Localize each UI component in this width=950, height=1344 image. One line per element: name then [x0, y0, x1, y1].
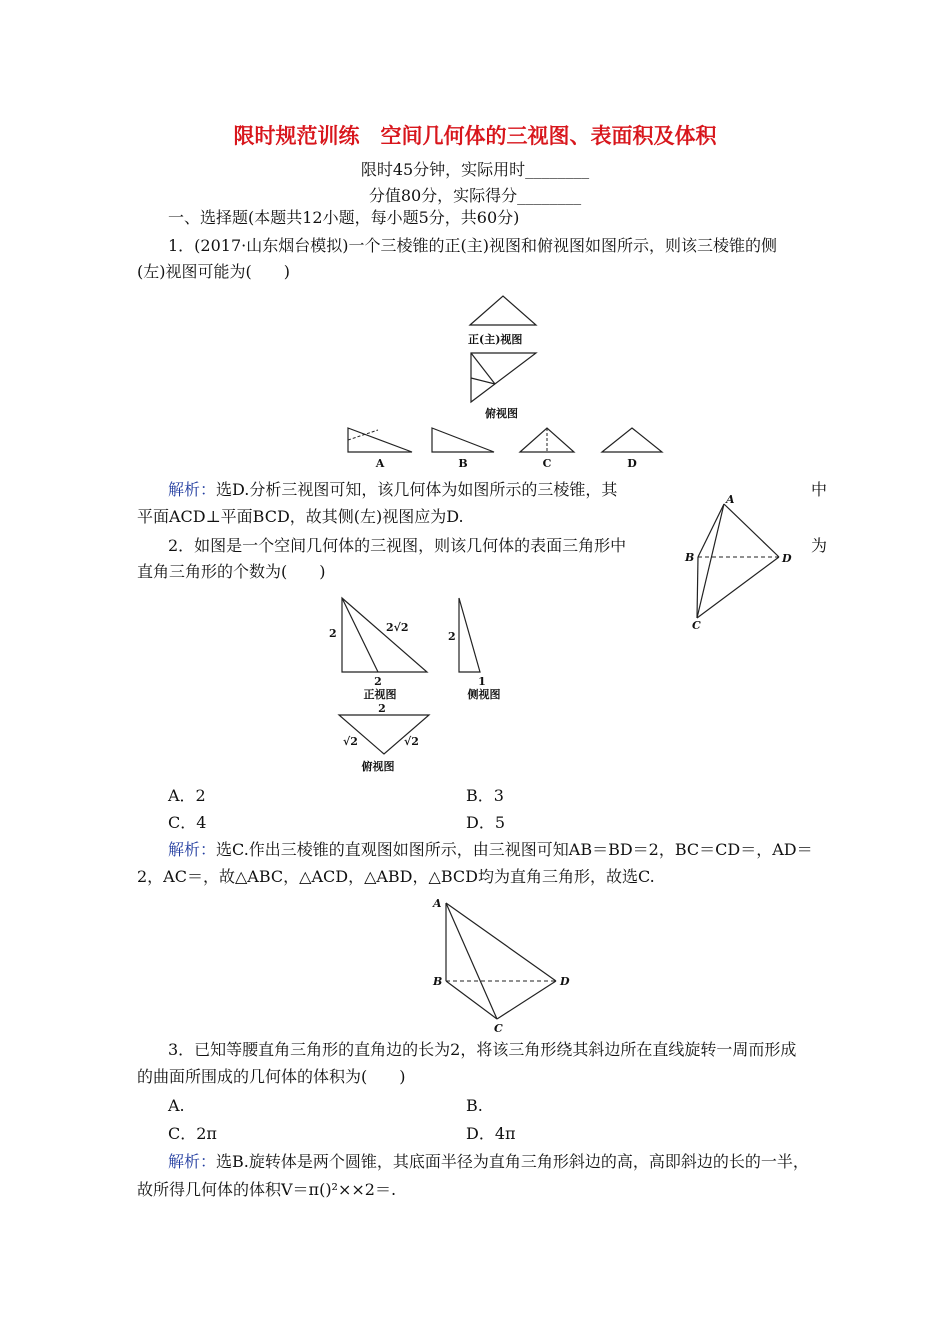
q2-analysis-label: 解析： — [168, 840, 217, 859]
q3-analysis-label: 解析： — [168, 1152, 217, 1171]
q1-top-view-label: 俯视图 — [485, 407, 518, 420]
q2-top-right: √2 — [404, 735, 419, 748]
q2-analysis-line2: 2，AC＝，故△ABC，△ACD，△ABD，△BCD均为直角三角形，故选C. — [137, 867, 655, 886]
q3-choice-a: A. — [168, 1096, 185, 1115]
q2-line2: 直角三角形的个数为( ) — [137, 562, 326, 581]
q2-line1: 2．如图是一个空间几何体的三视图，则该几何体的表面三角形中 — [168, 536, 627, 555]
q2-choice-b: B．3 — [466, 786, 504, 805]
q3-line2: 的曲面所围成的几何体的体积为( ) — [137, 1067, 406, 1086]
q2-pyramid-figure — [428, 893, 578, 1035]
q1-vertex-d: D — [782, 552, 792, 565]
q2-vertex-d: D — [560, 975, 570, 988]
q3-choice-c: C．2π — [168, 1124, 217, 1143]
q2-front-label: 正视图 — [363, 688, 397, 701]
option-c-label: C — [542, 457, 552, 470]
q2-top-left: √2 — [343, 735, 358, 748]
q2-front-height: 2 — [329, 627, 337, 640]
option-b-label: B — [458, 457, 468, 470]
q2-three-views-figure — [322, 590, 522, 780]
q3-analysis-text: 选B.旋转体是两个圆锥，其底面半径为直角三角形斜边的高，高即斜边的长的一半， — [216, 1152, 809, 1171]
q2-side-base: 1 — [478, 675, 486, 688]
q2-top-length: 2 — [378, 702, 386, 715]
q2-front-base: 2 — [374, 675, 382, 688]
q3-analysis-line2: 故所得几何体的体积V＝π()²××2＝. — [137, 1180, 397, 1199]
q1-analysis-line1-tail: 中 — [811, 480, 828, 499]
q2-top-label: 俯视图 — [361, 760, 395, 773]
q1-analysis-line2: 平面ACD⊥平面BCD，故其侧(左)视图应为D. — [137, 507, 464, 526]
page-title: 限时规范训练 空间几何体的三视图、表面积及体积 — [233, 123, 717, 148]
q2-choice-c: C．4 — [168, 813, 207, 832]
q1-option-figures — [340, 420, 670, 475]
q2-side-label: 侧视图 — [467, 688, 501, 701]
q3-line1: 3．已知等腰直角三角形的直角边的长为2，将该三角形绕其斜边所在直线旋转一周而形成 — [168, 1040, 797, 1059]
q3-analysis-line1 — [168, 1152, 809, 1172]
time-limit-line: 限时45分钟，实际用时________ — [360, 160, 590, 179]
q1-analysis-line1 — [168, 480, 617, 500]
q1-analysis-text: 选D.分析三视图可知，该几何体为如图所示的三棱锥，其 — [216, 480, 618, 499]
q1-line1: 1．(2017·山东烟台模拟)一个三棱锥的正(主)视图和俯视图如图所示，则该三棱锥的侧 — [168, 236, 777, 255]
q3-choice-d: D．4π — [466, 1124, 516, 1143]
q1-vertex-c: C — [692, 619, 701, 632]
q1-vertex-a: A — [726, 493, 735, 506]
q2-side-height: 2 — [448, 630, 456, 643]
q2-front-hyp: 2√2 — [386, 621, 409, 634]
q2-vertex-a: A — [433, 897, 442, 910]
section-heading: 一、选择题(本题共12小题，每小题5分，共60分) — [168, 208, 520, 227]
q2-analysis-line1 — [168, 840, 813, 860]
option-a-label: A — [375, 457, 385, 470]
q2-vertex-b: B — [433, 975, 443, 988]
q1-analysis-label: 解析： — [168, 480, 217, 499]
q1-vertex-b: B — [685, 551, 695, 564]
q2-line1-tail: 为 — [811, 536, 828, 555]
q2-vertex-c: C — [494, 1022, 503, 1035]
q1-top-view-figure — [466, 350, 546, 410]
option-a-dashed — [348, 430, 378, 440]
q1-line2: (左)视图可能为( ) — [137, 262, 290, 281]
q1-pyramid-figure — [684, 492, 796, 634]
q2-choice-a: A．2 — [168, 786, 206, 805]
q2-analysis-text: 选C.作出三棱锥的直观图如图所示，由三视图可知AB＝BD＝2，BC＝CD＝，AD＝ — [216, 840, 813, 859]
option-d-shape — [602, 428, 662, 452]
option-d-label: D — [627, 457, 637, 470]
score-line: 分值80分，实际得分________ — [368, 186, 582, 205]
option-b-shape — [432, 428, 494, 452]
q1-front-view-label: 正(主)视图 — [468, 333, 523, 346]
q2-choice-d: D．5 — [466, 813, 506, 832]
q3-choice-b: B. — [466, 1096, 483, 1115]
option-a-shape — [348, 428, 412, 452]
